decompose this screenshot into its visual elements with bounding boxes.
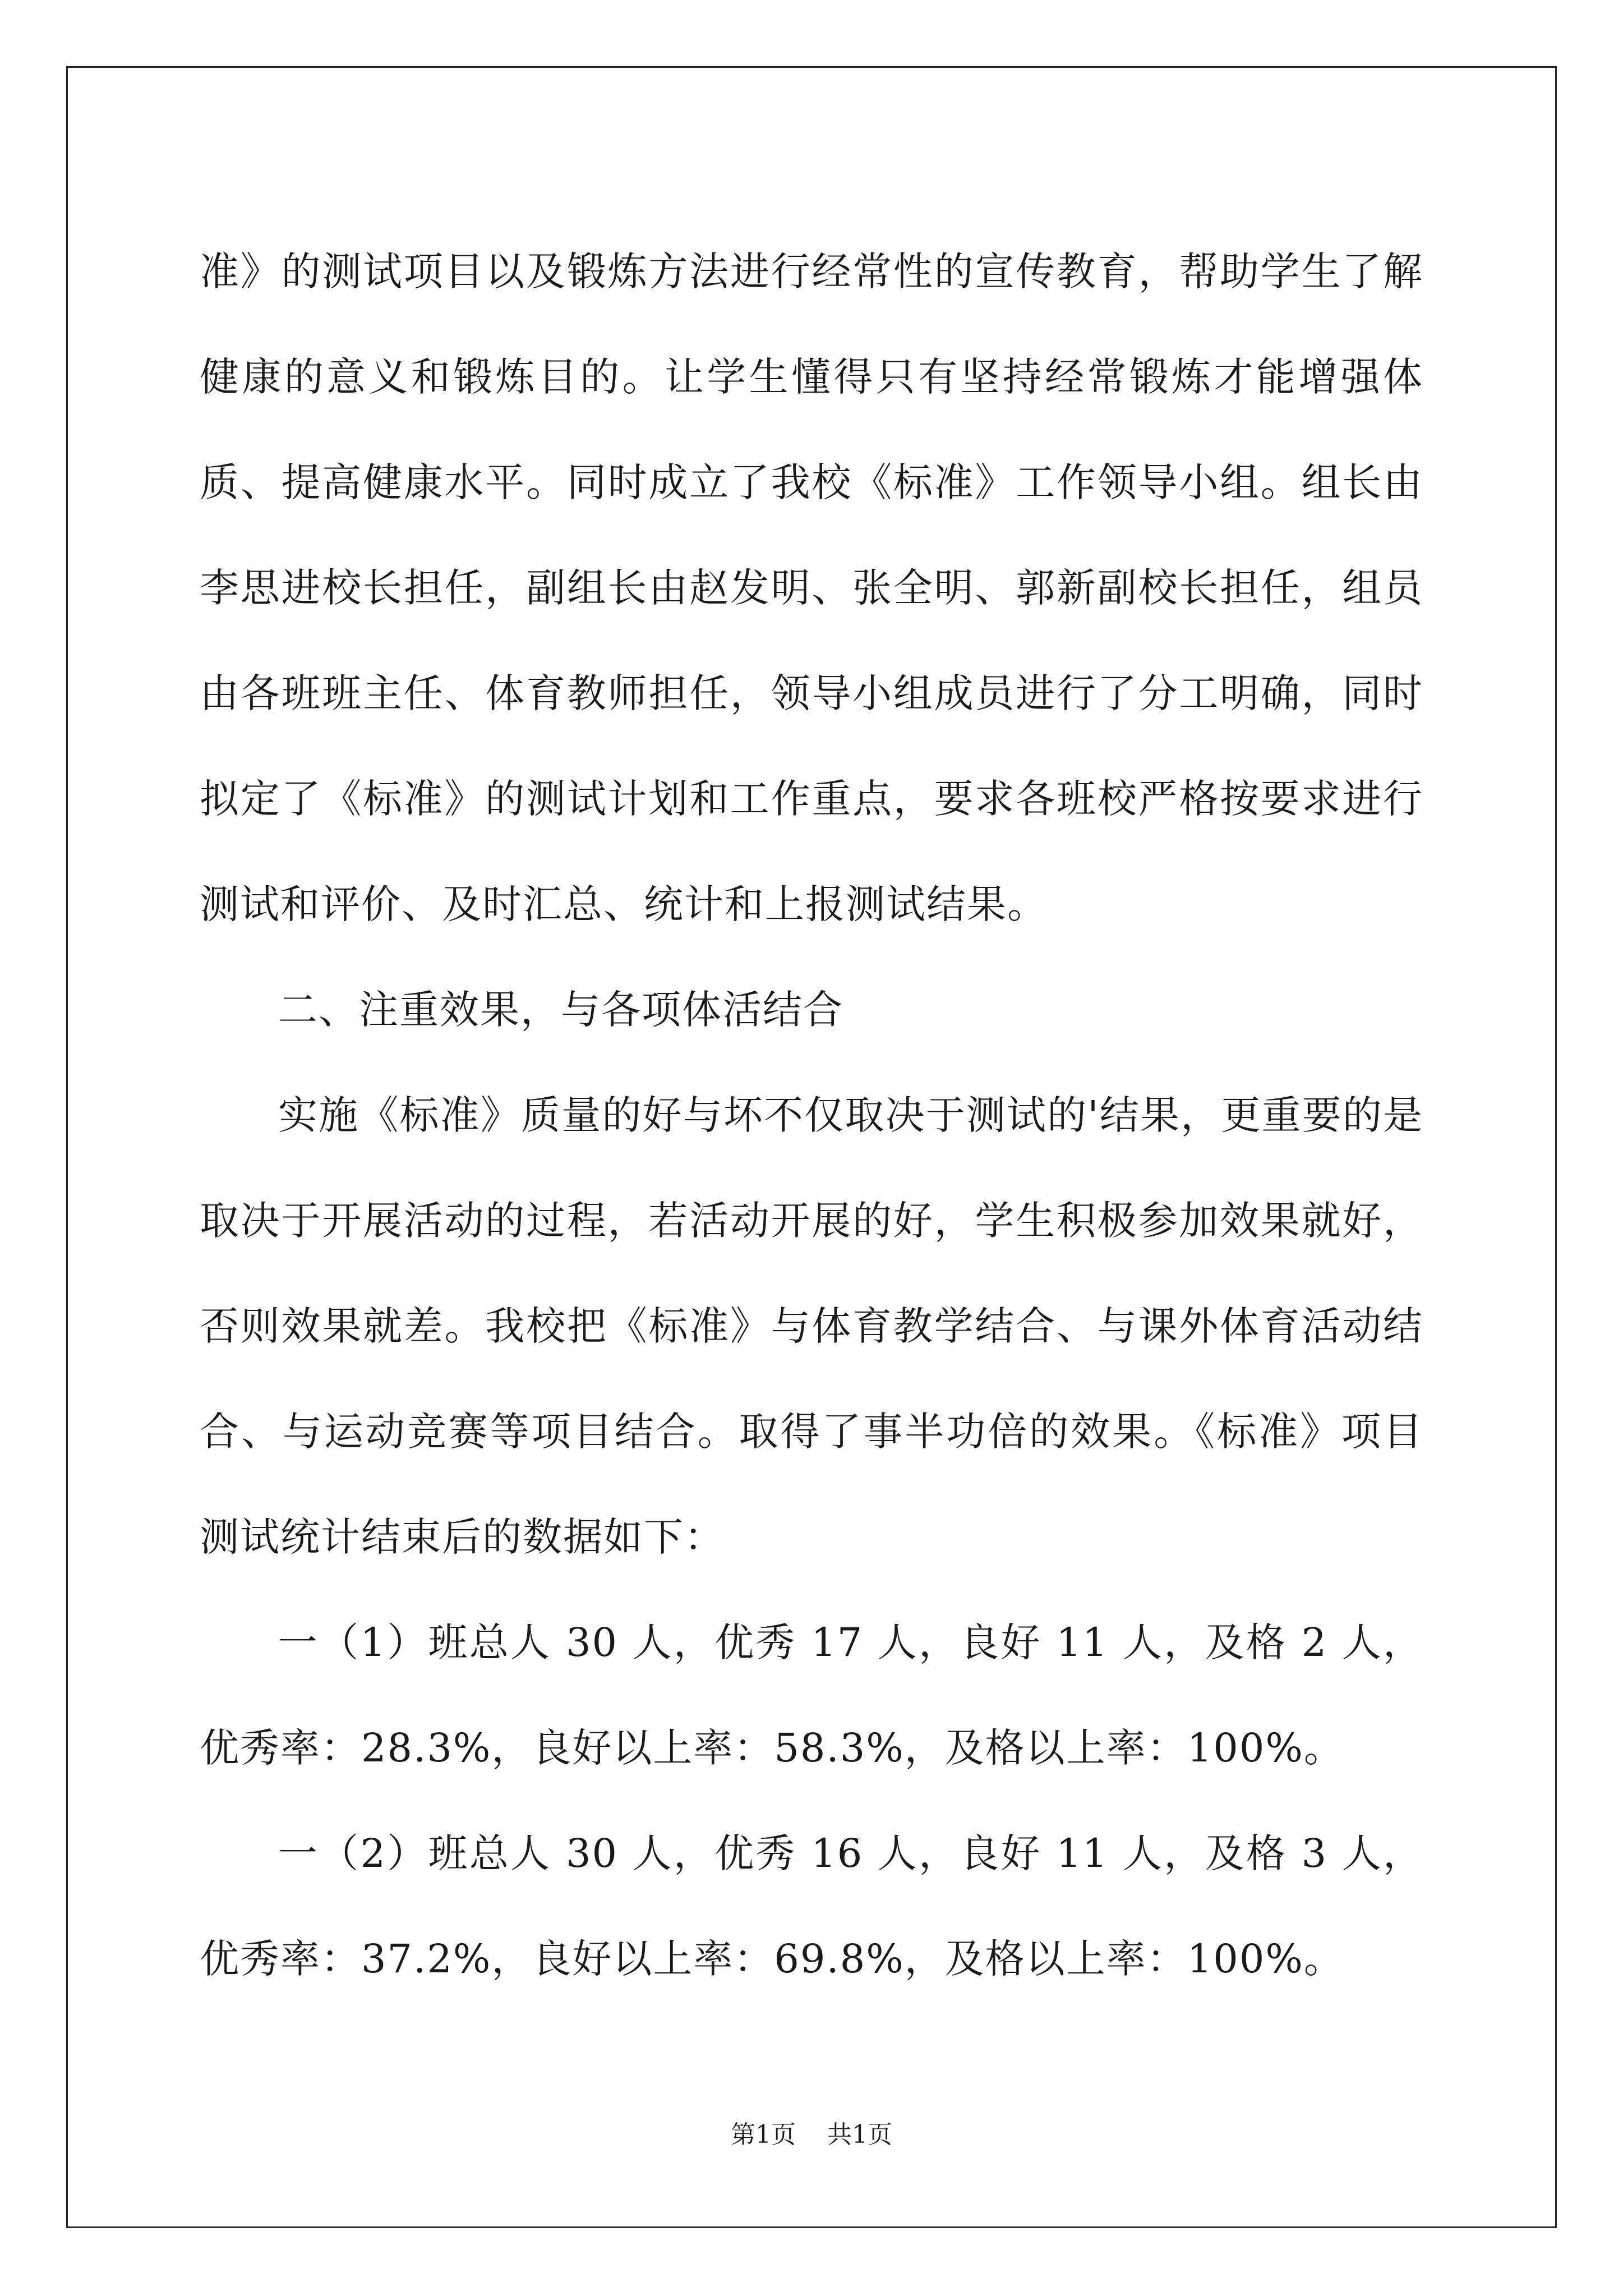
paragraph-1: 准》的测试项目以及锻炼方法进行经常性的宣传教育，帮助学生了解健康的意义和锻炼目的。让学生懂得只有坚持经常锻炼才能增强体质、提高健康水平。同时成立了我校《标准》工作领导小组。组长由李思进校长担任，副组长由赵发明、张全明、郭新副校长担任，组员由各班班主任、体育教师担任，领导小组成员进行了分工明确，同时拟定了《标准》的测试计划和工作重点，要求各班校严格按要求进行测试和评价、及时汇总、统计和上报测试结果。 [200,249,1423,927]
paragraph-class-2-stats: 一（2）班总人 30 人，优秀 16 人，良好 11 人，及格 3 人，优秀率：37.2%，良好以上率：69.8%，及格以上率：100%。 [200,1830,1423,1982]
page-number: 第1页 [731,2120,796,2149]
paragraph-3: 实施《标准》质量的好与坏不仅取决于测试的'结果，更重要的是取决于开展活动的过程，若活动开展的好，学生积极参加效果就好，否则效果就差。我校把《标准》与体育教学结合、与课外体育活动结合、与运动竞赛等项目结合。取得了事半功倍的效果。《标准》项目测试统计结束后的数据如下： [200,1092,1423,1560]
page-footer [0,2118,1623,2152]
section-heading: 二、注重效果，与各项体活结合 [278,987,843,1033]
page-total: 共1页 [827,2120,892,2149]
document-body [200,219,1423,2012]
paragraph-class-1-stats: 一（1）班总人 30 人，优秀 17 人，良好 11 人，及格 2 人，优秀率：28.3%，良好以上率：58.3%，及格以上率：100%。 [200,1619,1423,1771]
